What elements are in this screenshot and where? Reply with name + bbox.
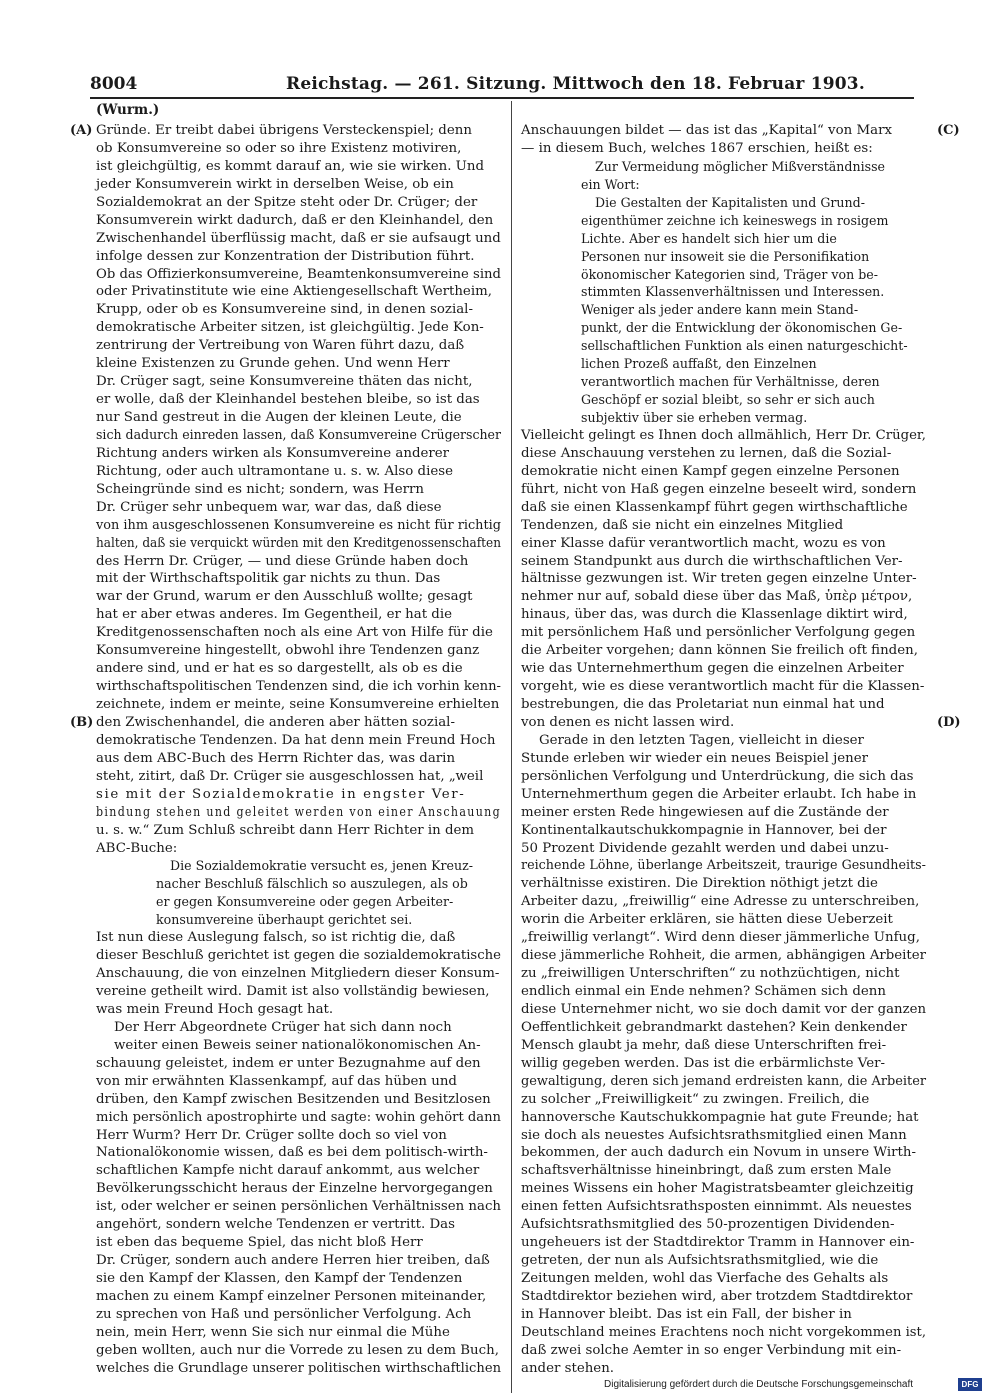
text-line: steht, zitirt, daß Dr. Crüger sie ausgeschlossen hat, „weil [96, 768, 484, 784]
text-line: Sozialdemokrat an der Spitze steht oder Dr. Crüger; der [96, 194, 478, 210]
text-line: konsumvereine überhaupt gerichtet sei. [156, 912, 413, 928]
text-line: sie den Kampf der Klassen, den Kampf der Tendenzen [96, 1271, 463, 1286]
text-line: Geschöpf er sozial bleibt, so sehr er sich auch [581, 392, 875, 408]
text-line: die Arbeiter vorgehen; dann können Sie freilich oft finden, [521, 643, 918, 659]
text-line: machen zu einem Kampf einzelner Personen miteinander, [96, 1288, 487, 1304]
margin-mark-b: (B) [70, 715, 94, 730]
header-rule [90, 97, 914, 99]
text-line: er wolle, daß der Kleinhandel bestehen bleibe, so ist das [96, 392, 480, 408]
text-line: Dr. Crüger, sondern auch andere Herren hier treiben, daß [96, 1253, 490, 1269]
text-line: Ob das Offizierkonsumvereine, Beamtenkonsumvereine sind [96, 266, 502, 282]
text-line: oder Privatinstitute wie eine Aktiengesellschaft Wertheim, [96, 284, 492, 300]
text-line: daß zwei solche Aemter in so enger Verbindung mit ein- [521, 1342, 902, 1358]
page-number: 8004 [90, 74, 138, 94]
text-line: meiner ersten Rede hingewiesen auf die Zustände der [521, 804, 889, 820]
text-line: Krupp, oder ob es Konsumvereine sind, in denen sozial- [96, 302, 473, 318]
text-line: hat er aber etwas anderes. Im Gegentheil, er hat die [96, 607, 453, 623]
text-line: vereine getheilt wird. Damit ist also vollständig bewiesen, [96, 984, 490, 999]
text-line: Kontinentalkautschukkompagnie in Hannover, bei der [521, 822, 887, 838]
text-line: Dr. Crüger sehr unbequem war, war das, daß diese [96, 499, 442, 515]
text-line: Richtung, oder auch ultramontane u. s. w. Also diese [96, 463, 454, 479]
text-line: nacher Beschluß fälschlich so auszulegen, als ob [156, 876, 468, 892]
text-line: Die Sozialdemokratie versucht es, jenen Kreuz- [170, 858, 473, 874]
text-line: Kreditgenossenschaften noch als eine Art von Hilfe für die [96, 625, 493, 641]
text-line: Mensch glaubt ja mehr, daß diese Unterschriften frei- [521, 1037, 887, 1053]
text-line: zu solcher „Freiwilligkeit“ zu zwingen. Freilich, die [521, 1091, 870, 1107]
text-line: Ist nun diese Auslegung falsch, so ist richtig die, daß [96, 930, 456, 946]
text-line: Weniger als jeder andere kann mein Stand- [581, 302, 859, 318]
text-line: hältnisse gezwungen ist. Wir treten gegen einzelne Unter- [521, 571, 917, 587]
text-line: lichen Prozeß auffaßt, den Einzelnen [581, 356, 817, 372]
text-line: 50 Prozent Dividende gezahlt werden und dabei unzu- [521, 840, 889, 856]
text-line: worin die Arbeiter erklären, sie hätten diese Ueberzeit [521, 912, 893, 928]
text-line: subjektiv über sie erheben vermag. [581, 410, 808, 425]
text-line: andere sind, und er hat es so dargestellt, als ob es die [96, 661, 463, 677]
text-line: mit der Wirthschaftspolitik gar nichts zu thun. Das [96, 571, 441, 587]
text-line: wirthschaftspolitischen Tendenzen sind, die ich vorhin kenn- [96, 679, 502, 695]
text-line: verantwortlich machen für Verhältnisse, deren [581, 374, 880, 390]
text-line: Arbeiter dazu, „freiwillig“ eine Adresse zu unterschreiben, [521, 894, 920, 910]
text-line: aus dem ABC-Buch des Herrn Richter das, was darin [96, 750, 456, 766]
text-line: Gerade in den letzten Tagen, vielleicht in dieser [539, 732, 864, 748]
footer-credit: Digitalisierung gefördert durch die Deutsche Forschungsgemeinschaft [604, 1379, 914, 1390]
text-line: vorgeht, wie es diese verantwortlich macht für die Klassen- [521, 679, 925, 695]
text-line: drüben, den Kampf zwischen Besitzenden und Besitzlosen [96, 1091, 491, 1107]
text-line: sellschaftlichen Funktion als einen naturgeschicht- [581, 338, 908, 354]
text-line: ist eben das bequeme Spiel, das nicht bloß Herr [96, 1235, 423, 1251]
text-line: schaftsverhältnisse hineinbringt, daß zum ersten Male [521, 1163, 892, 1179]
text-line: zu sprechen von Haß und persönlicher Verfolgung. Ach [96, 1306, 472, 1322]
text-line: weiter einen Beweis seiner nationalökonomischen An- [114, 1037, 481, 1053]
text-line: ist gleichgültig, es kommt darauf an, wie sie wirken. Und [96, 158, 485, 174]
text-line: sie doch als neuestes Aufsichtsrathsmitglied einen Mann [521, 1127, 907, 1143]
text-line: Herr Wurm? Herr Dr. Crüger sollte doch so viel von [96, 1127, 447, 1143]
text-line: punkt, der die Entwicklung der ökonomischen Ge- [581, 320, 903, 336]
text-line: willig gegeben werden. Das ist die erbärmlichste Ver- [521, 1055, 886, 1071]
text-line: stimmten Klassenverhältnissen und Interessen. [581, 284, 885, 300]
text-line: reichende Löhne, überlange Arbeitszeit, traurige Gesundheits- [521, 858, 926, 874]
text-line: Vielleicht gelingt es Ihnen doch allmählich, Herr Dr. Crüger, [521, 427, 926, 443]
text-line: Bevölkerungsschicht heraus der Einzelne hervorgegangen [96, 1181, 493, 1197]
text-line: bindung stehen und geleitet werden von einer Anschauung [96, 804, 502, 820]
text-line: ist, oder welcher er seinen persönlichen Verhältnissen nach [96, 1199, 501, 1215]
text-line: Die Gestalten der Kapitalisten und Grund- [595, 194, 865, 210]
text-line: des Herrn Dr. Crüger, — und diese Gründe haben doch [96, 553, 469, 569]
text-line: hannoversche Kautschukkompagnie hat gute Freunde; hat [521, 1109, 919, 1125]
text-line: angehört, sondern welche Tendenzen er vertritt. Das [96, 1217, 455, 1233]
text-line: gewaltigung, deren sich jemand erdreisten kann, die Arbeiter [521, 1073, 927, 1089]
margin-mark-c: (C) [937, 123, 960, 138]
text-line: Zeitungen melden, wohl das Vierfache des Gehalts als [521, 1271, 889, 1286]
text-line: Richtung anders wirken als Konsumvereine anderer [96, 445, 450, 461]
text-line: geben wollten, auch nur die Vorrede zu lesen zu dem Buch, [96, 1342, 499, 1358]
text-line: endlich einmal ein Ende nehmen? Schämen sich denn [521, 984, 886, 999]
text-line: „freiwillig verlangt“. Wird denn dieser jämmerliche Unfug, [521, 930, 920, 946]
text-line: Stunde erleben wir wieder ein neues Beispiel jener [521, 750, 869, 766]
dfg-logo: DFG [958, 1378, 982, 1391]
text-line: demokratie nicht einen Kampf gegen einzelne Personen [521, 463, 900, 479]
text-line: ökonomischer Kategorien sind, Träger von be- [581, 266, 878, 282]
text-line: Unternehmerthum gegen die Arbeiter erlaubt. Ich habe in [521, 786, 917, 802]
text-line: Nationalökonomie wissen, daß es bei dem politisch-wirth- [96, 1145, 488, 1161]
text-line: Scheingründe sind es nicht; sondern, was Herrn [96, 481, 424, 497]
text-line: ob Konsumvereine so oder so ihre Existenz motiviren, [96, 140, 462, 156]
text-line: Tendenzen, daß sie nicht ein einzelnes Mitglied [521, 517, 844, 533]
text-line: mit persönlichem Haß und persönlicher Verfolgung gegen [521, 625, 916, 641]
text-line: zu „freiwilligen Unterschriften“ zu nothzüchtigen, nicht [521, 966, 900, 982]
text-line: Aufsichtsrathsmitglied des 50-prozentigen Dividenden- [521, 1217, 895, 1233]
text-line: Lichte. Aber es handelt sich hier um die [581, 230, 837, 246]
text-line: nein, mein Herr, wenn Sie sich nur einmal die Mühe [96, 1324, 450, 1340]
text-line: kleine Existenzen zu Grunde gehen. Und wenn Herr [96, 356, 450, 372]
text-line: demokratische Tendenzen. Da hat denn mein Freund Hoch [96, 732, 496, 748]
text-line: infolge dessen zur Konzentration der Distribution führt. [96, 248, 475, 264]
text-line: ander stehen. [521, 1360, 615, 1376]
text-line: war der Grund, warum er den Ausschluß wollte; gesagt [96, 589, 473, 605]
text-line: führt, nicht von Haß gegen einzelne beseelt wird, sondern [521, 481, 917, 497]
text-line: den Zwischenhandel, die anderen aber hätten sozial- [96, 714, 455, 730]
left-text-column [96, 122, 501, 1378]
text-line: ungeheuers ist der Stadtdirektor Tramm in Hannover ein- [521, 1235, 915, 1251]
text-line: Zur Vermeidung möglicher Mißverständnisse [595, 158, 885, 174]
text-line: ABC-Buche: [96, 840, 178, 856]
text-line: — in diesem Buch, welches 1867 erschien, heißt es: [521, 140, 873, 156]
text-line: schaftlichen Kampfe nicht darauf ankommt, aus welcher [96, 1163, 480, 1179]
text-line: von ihm ausgeschlossenen Konsumvereine es nicht für richtig [96, 517, 502, 533]
text-line: Stadtdirektor beziehen wird, aber trotzdem Stadtdirektor [521, 1288, 913, 1304]
text-line: Zwischenhandel überflüssig macht, daß er sie aufsaugt und [96, 230, 501, 246]
text-line: wie das Unternehmerthum gegen die einzelnen Arbeiter [521, 661, 904, 677]
text-line: diese Anschauung verstehen zu lernen, daß die Sozial- [521, 445, 892, 461]
text-line: hinaus, über das, was durch die Klassenlage diktirt wird, [521, 607, 908, 623]
text-line: Anschauung, die von einzelnen Mitgliedern dieser Konsum- [96, 966, 500, 982]
text-line: mich persönlich apostrophirte und sagte: wohin gehört dann [96, 1109, 502, 1125]
text-line: Deutschland meines Erachtens noch nicht vorgekommen ist, [521, 1324, 927, 1340]
text-line: sie mit der Sozialdemokratie in engster Ver- [96, 786, 466, 802]
text-line: nur Sand gestreut in die Augen der kleinen Leute, die [96, 410, 462, 425]
text-line: was mein Freund Hoch gesagt hat. [96, 1001, 334, 1017]
text-line: schauung geleistet, indem er unter Bezugnahme auf den [96, 1055, 481, 1071]
text-line: zeichnete, indem er meinte, seine Konsumvereine erhielten [96, 697, 500, 712]
text-line: einen fetten Aufsichtsrathsposten einnimmt. Als neuestes [521, 1199, 912, 1215]
text-line: von denen es nicht lassen wird. [521, 714, 735, 730]
text-line: Anschauungen bildet — das ist das „Kapital“ von Marx [521, 123, 892, 138]
right-text-column [521, 122, 926, 1378]
column-divider [511, 101, 512, 1393]
text-line: Der Herr Abgeordnete Crüger hat sich dann noch [114, 1019, 452, 1035]
text-line: getreten, der nun als Aufsichtsrathsmitglied, wie die [521, 1253, 879, 1269]
text-line: nehmer nur auf, sobald diese über das Maß, ὑπὲρ μέτρον, [521, 589, 913, 605]
text-line: er gegen Konsumvereine oder gegen Arbeiter- [156, 894, 454, 910]
text-line: Dr. Crüger sagt, seine Konsumvereine thäten das nicht, [96, 374, 473, 390]
text-line: Konsumverein wirkt dadurch, daß er den Kleinhandel, den [96, 212, 494, 228]
text-line: einer Klasse dafür verantwortlich macht, wozu es von [521, 535, 886, 551]
text-line: Personen nur insoweit sie die Personifikation [581, 248, 870, 264]
text-line: sich dadurch einreden lassen, daß Konsumvereine Crügerscher [96, 427, 501, 443]
text-line: welches die Grundlage unserer politischen wirthschaftlichen [96, 1360, 502, 1376]
text-line: demokratische Arbeiter sitzen, ist gleichgültig. Jede Kon- [96, 320, 484, 336]
margin-mark-a: (A) [70, 123, 93, 138]
running-title: Reichstag. — 261. Sitzung. Mittwoch den 18. Februar 1903. [286, 74, 865, 94]
page-header [90, 74, 914, 98]
text-line: in Hannover bleibt. Das ist ein Fall, der bisher in [521, 1306, 852, 1322]
text-line: meines Wissens ein hoher Magistratsbeamter gleichzeitig [521, 1181, 914, 1197]
text-line: persönlichen Verfolgung und Unterdrückung, die sich das [521, 768, 914, 784]
text-line: jeder Konsumverein wirkt in derselben Weise, ob ein [96, 176, 454, 192]
text-line: u. s. w.“ Zum Schluß schreibt dann Herr Richter in dem [96, 822, 475, 838]
text-line: eigenthümer zeichne ich keineswegs in rosigem [581, 212, 889, 228]
text-line: Konsumvereine hingestellt, obwohl ihre Tendenzen ganz [96, 643, 480, 659]
text-line: von mir erwähnten Klassenkampf, auf das hüben und [96, 1073, 457, 1089]
speaker-label: (Wurm.) [96, 102, 160, 118]
text-line: zentrirung der Vertreibung von Waren führt dazu, daß [96, 338, 465, 354]
text-line: dieser Beschluß gerichtet ist gegen die sozialdemokratische [96, 948, 501, 964]
text-line: bekommen, der auch dadurch ein Novum in unsere Wirth- [521, 1145, 916, 1161]
text-line: verhältnisse existiren. Die Direktion nöthigt jetzt die [521, 876, 878, 892]
text-line: daß sie einen Klassenkampf führt gegen wirthschaftliche [521, 499, 908, 515]
text-line: Gründe. Er treibt dabei übrigens Versteckenspiel; denn [96, 123, 472, 138]
text-line: halten, daß sie verquickt würden mit den Kreditgenossenschaften [96, 535, 501, 551]
text-line: seinem Standpunkt aus durch die wirthschaftlichen Ver- [521, 553, 903, 569]
text-line: diese Unternehmer nicht, wo sie doch damit vor der ganzen [521, 1001, 927, 1017]
margin-mark-d: (D) [937, 715, 961, 730]
text-line: bestrebungen, die das Proletariat nun einmal hat und [521, 697, 885, 712]
text-line: diese jämmerliche Rohheit, die armen, abhängigen Arbeiter [521, 948, 927, 964]
text-line: Oeffentlichkeit gebrandmarkt dastehen? Kein denkender [521, 1019, 907, 1035]
text-line: ein Wort: [581, 176, 640, 192]
